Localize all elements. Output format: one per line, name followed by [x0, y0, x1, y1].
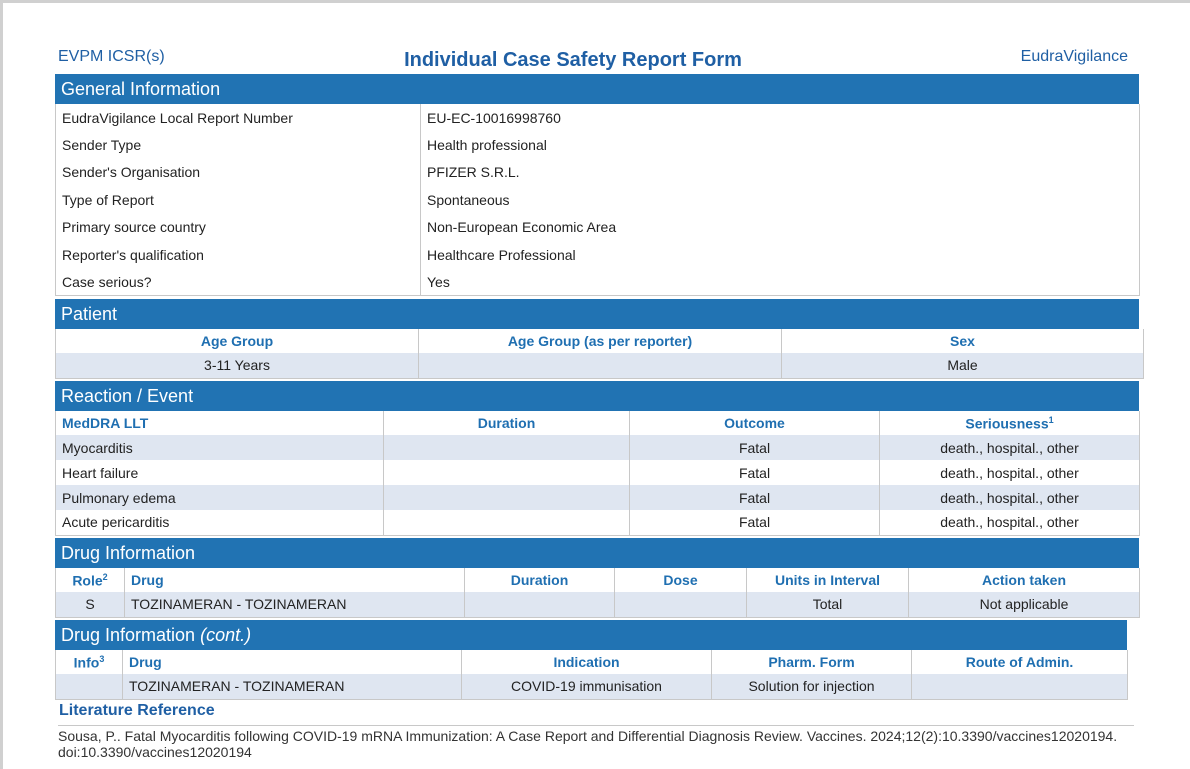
col-header-drug: Drug [123, 650, 462, 674]
col-header-meddra-llt: MedDRA LLT [56, 411, 384, 435]
field-value: EU-EC-10016998760 [427, 109, 561, 126]
reaction-duration [384, 485, 630, 510]
col-header-duration: Duration [465, 568, 615, 592]
reaction-outcome: Fatal [630, 485, 880, 510]
general-info-row [56, 131, 1140, 158]
drug-dose [615, 592, 747, 617]
col-header-dose: Dose [615, 568, 747, 592]
literature-citation: Sousa, P.. Fatal Myocarditis following COVID-19 mRNA Immunization: A Case Report and Differential Diagnosis Review. Vaccines. 2024;12(2):10.3390/vaccines12020194. doi:10.3390/vaccines12020194 [58, 728, 1118, 760]
reaction-outcome: Fatal [630, 510, 880, 535]
field-value: PFIZER S.R.L. [427, 164, 520, 181]
col-header-seriousness [880, 411, 1140, 435]
reaction-term: Myocarditis [56, 435, 384, 460]
report-type-label: EVPM ICSR(s) [58, 48, 165, 65]
drug-info-header [55, 538, 1139, 568]
reaction-seriousness: death., hospital., other [940, 464, 1079, 481]
table-row [56, 510, 1140, 535]
field-value: Health professional [427, 137, 547, 154]
sex-value: Male [782, 353, 1144, 378]
general-info-row [56, 268, 1140, 295]
role-label: Role [72, 572, 103, 589]
field-value: Healthcare Professional [427, 246, 576, 263]
footnote-marker: 2 [102, 571, 108, 582]
drug-name: TOZINAMERAN - TOZINAMERAN [123, 674, 462, 699]
general-info-row [56, 159, 1140, 186]
footnote-marker: 3 [99, 653, 105, 664]
field-label: Reporter's qualification [56, 241, 421, 268]
age-group-value: 3-11 Years [56, 353, 419, 378]
reaction-seriousness: death., hospital., other [880, 435, 1140, 460]
reaction-duration [384, 460, 630, 485]
general-info-row [56, 104, 1140, 131]
col-header-action-taken: Action taken [909, 568, 1140, 592]
col-header-drug: Drug [125, 568, 465, 592]
field-label: Sender's Organisation [56, 159, 421, 186]
drug-info-title: Drug Information [61, 543, 196, 563]
field-label: Type of Report [56, 186, 421, 213]
col-header-info [56, 650, 123, 674]
reaction-header [55, 381, 1139, 411]
patient-table [55, 329, 1144, 379]
field-label: Case serious? [56, 268, 421, 295]
reaction-term: Heart failure [56, 460, 384, 485]
reaction-term: Pulmonary edema [56, 485, 384, 510]
patient-header [55, 299, 1139, 329]
drug-name: TOZINAMERAN - TOZINAMERAN [125, 592, 465, 617]
col-header-route: Route of Admin. [912, 650, 1128, 674]
drug-info-cont-suffix: (cont.) [200, 625, 252, 645]
general-info-row [56, 241, 1140, 268]
field-value: Yes [427, 273, 450, 290]
col-header-indication: Indication [462, 650, 712, 674]
reaction-duration [384, 435, 630, 460]
drug-info-table [55, 568, 1140, 618]
seriousness-label: Seriousness [965, 415, 1049, 432]
drug-info-cont-header [55, 620, 1127, 650]
field-label: Primary source country [56, 214, 421, 241]
reaction-title: Reaction / Event [61, 386, 194, 406]
field-value: Spontaneous [427, 191, 510, 208]
drug-info-ref [56, 674, 123, 699]
literature-title: Literature Reference [59, 702, 215, 719]
col-header-pharm-form: Pharm. Form [712, 650, 912, 674]
field-label: EudraVigilance Local Report Number [56, 104, 421, 131]
drug-action-taken: Not applicable [909, 592, 1140, 617]
drug-role: S [56, 592, 125, 617]
patient-title: Patient [61, 304, 118, 324]
field-label: Sender Type [56, 131, 421, 158]
reaction-seriousness: death., hospital., other [880, 485, 1140, 510]
reaction-table [55, 411, 1140, 536]
col-header-role [56, 568, 125, 592]
drug-info-cont-table [55, 650, 1128, 700]
general-info-row [56, 214, 1140, 241]
drug-duration [465, 592, 615, 617]
general-info-row [56, 186, 1140, 213]
field-value: Non-European Economic Area [427, 219, 617, 236]
page-border-left [0, 0, 3, 769]
col-header-outcome: Outcome [630, 411, 880, 435]
drug-pharm-form: Solution for injection [712, 674, 912, 699]
info-label: Info [73, 654, 100, 671]
page-border-top [0, 0, 1190, 3]
reaction-outcome: Fatal [630, 435, 880, 460]
table-row [56, 674, 1128, 699]
reaction-duration [384, 510, 630, 535]
drug-route [912, 674, 1128, 699]
reaction-seriousness: death., hospital., other [940, 514, 1079, 531]
footnote-marker: 1 [1048, 414, 1054, 425]
reaction-term: Acute pericarditis [56, 510, 384, 535]
col-header-duration: Duration [384, 411, 630, 435]
drug-units-interval: Total [747, 592, 909, 617]
drug-info-cont-title: Drug Information [61, 625, 196, 645]
col-header-age-group: Age Group [56, 329, 419, 353]
table-row [56, 353, 1144, 378]
reaction-outcome: Fatal [630, 460, 880, 485]
general-info-title: General Information [61, 79, 221, 99]
system-name-label: EudraVigilance [1020, 48, 1128, 65]
page-title: Individual Case Safety Report Form [404, 49, 742, 71]
table-row [56, 460, 1140, 485]
table-row [56, 592, 1140, 617]
general-info-table [55, 104, 1140, 296]
general-info-header [55, 74, 1139, 104]
table-row [56, 435, 1140, 460]
col-header-age-group-reporter: Age Group (as per reporter) [419, 329, 782, 353]
age-group-reporter-value [419, 353, 782, 378]
drug-indication: COVID-19 immunisation [462, 674, 712, 699]
table-row [56, 485, 1140, 510]
col-header-sex: Sex [782, 329, 1144, 353]
literature-divider [58, 725, 1134, 726]
col-header-units-interval: Units in Interval [747, 568, 909, 592]
